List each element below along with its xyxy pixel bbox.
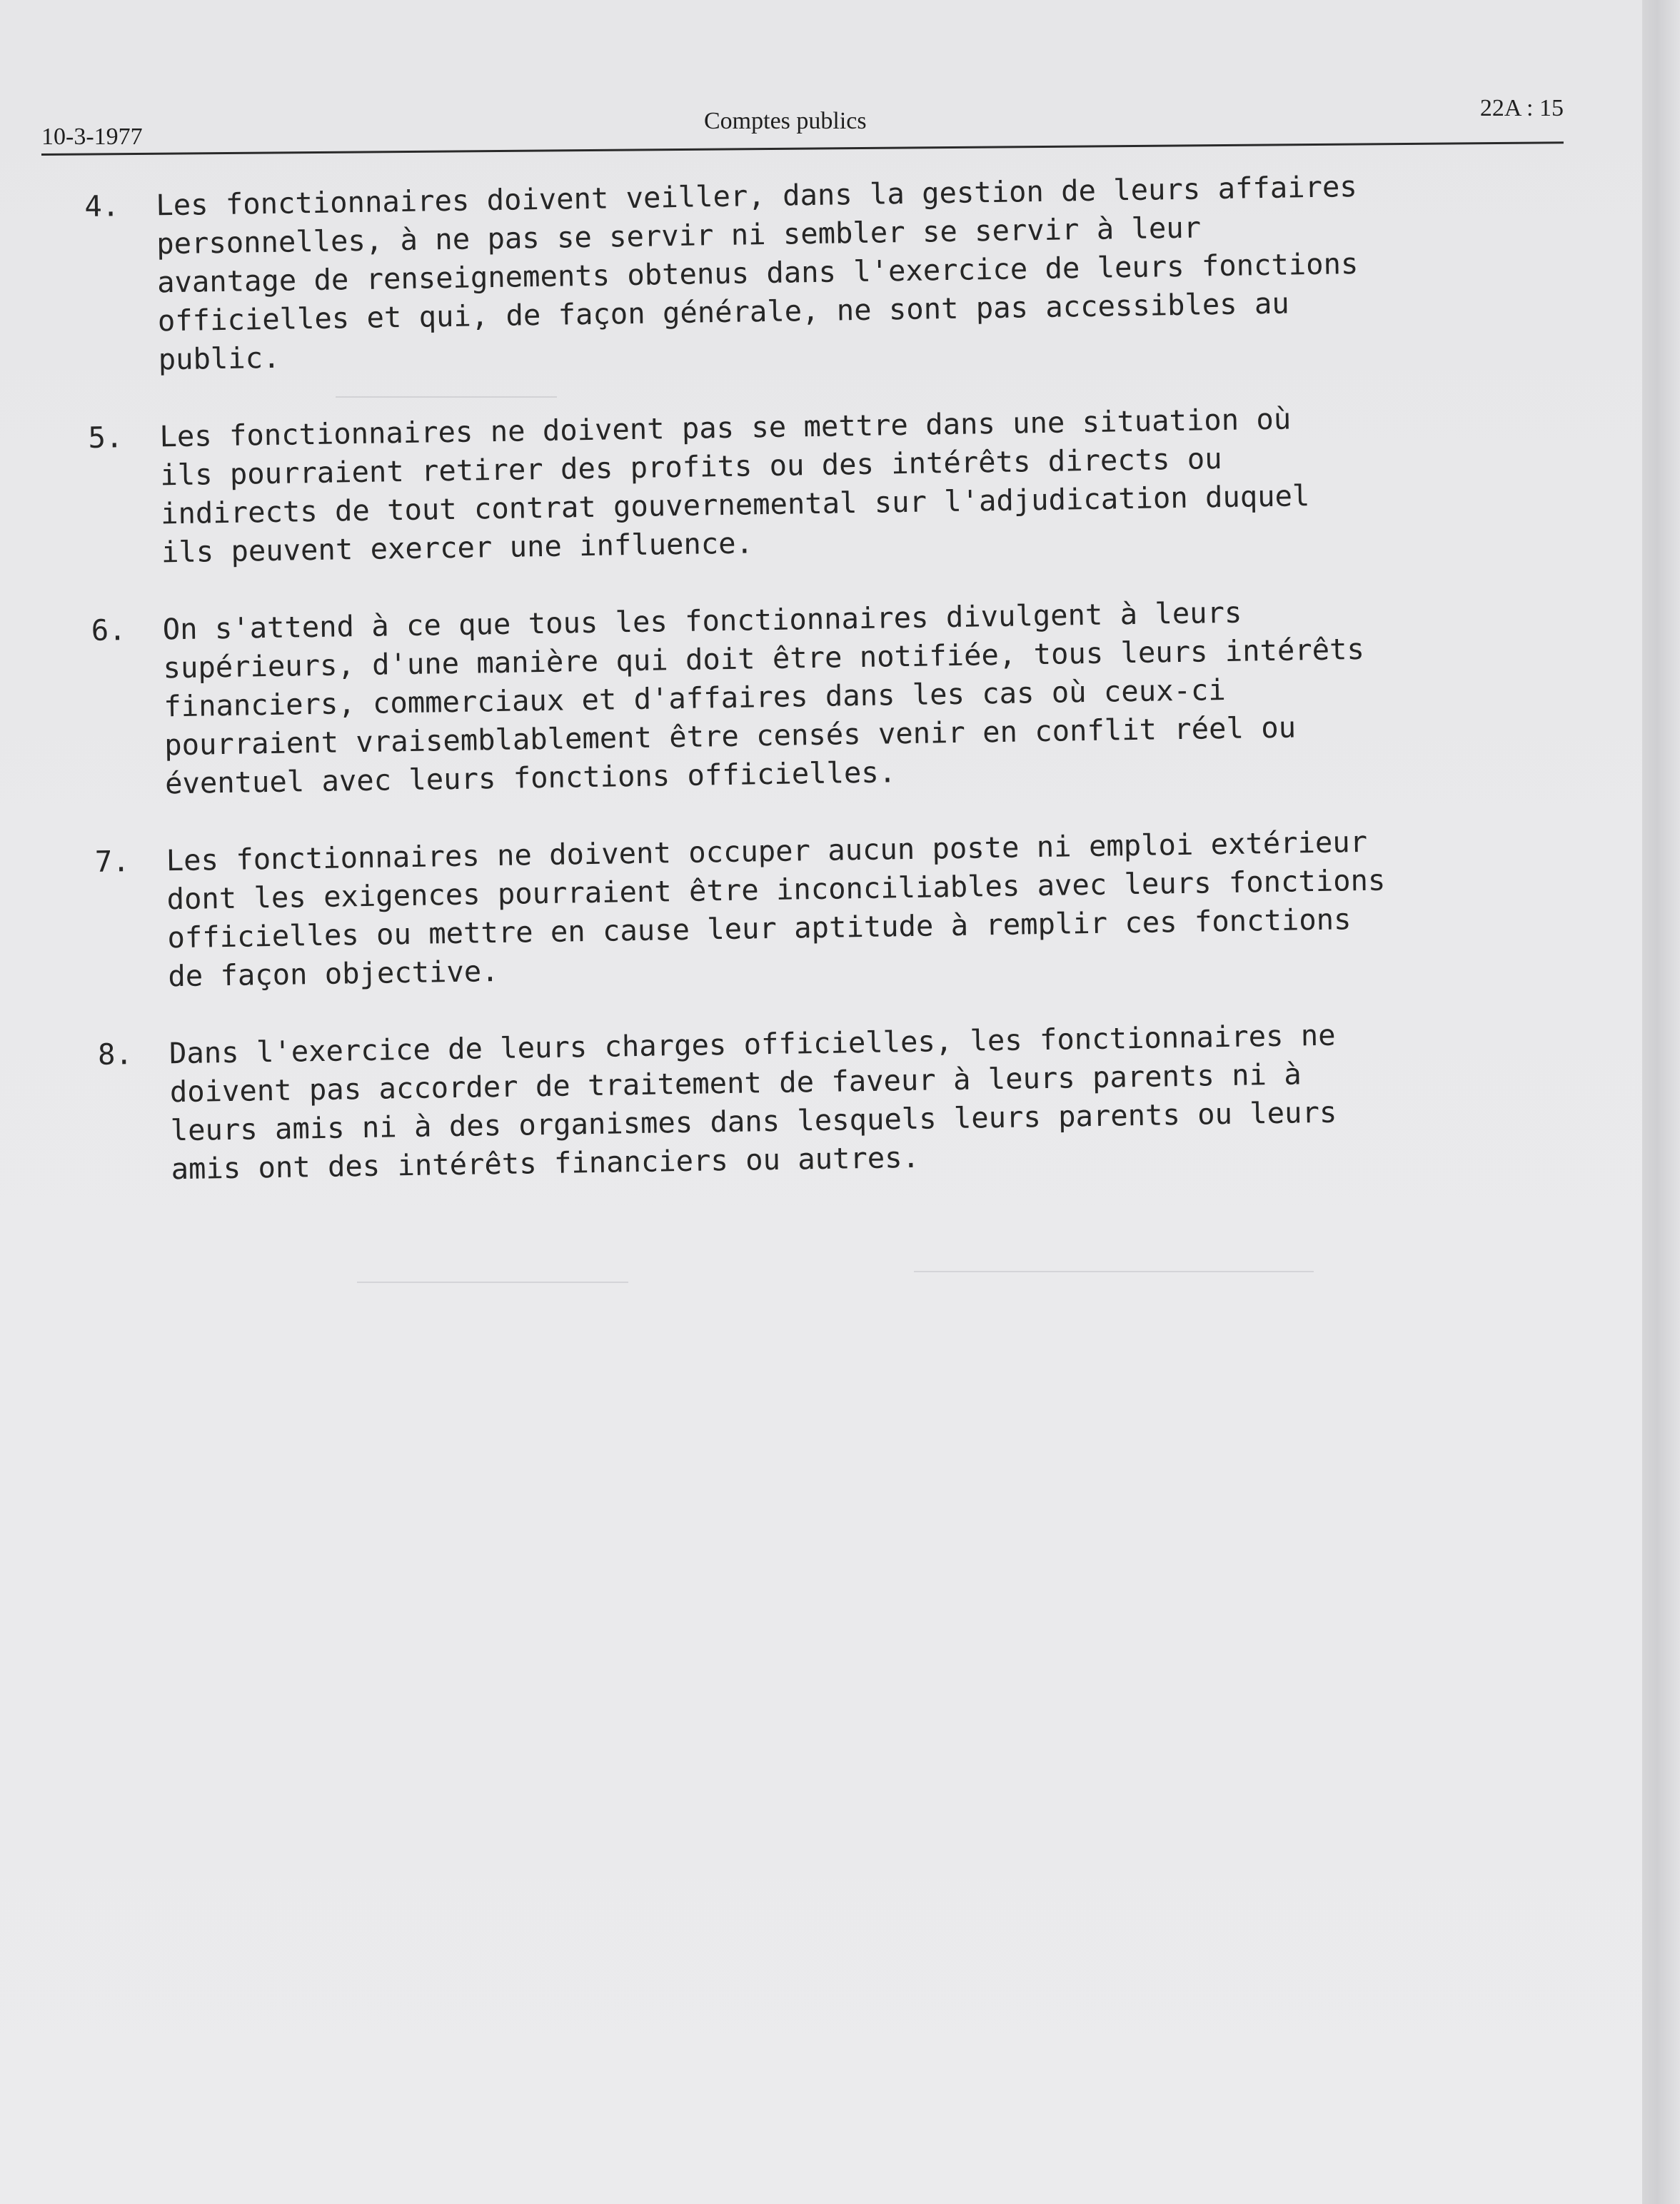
header-rule	[41, 141, 1564, 156]
text-line: éventuel avec leurs fonctions officielles.	[164, 755, 897, 801]
text-line: Dans l'exercice de leurs charges officielles, les fonctionnaires ne	[168, 1017, 1336, 1071]
text-line: officielles ou mettre en cause leur aptitude à remplir ces fonctions	[167, 902, 1352, 955]
text-line: Les fonctionnaires doivent veiller, dans la gestion de leurs affaires	[156, 169, 1358, 223]
text-line: Les fonctionnaires ne doivent occuper aucun poste ni emploi extérieur	[166, 824, 1368, 878]
text-line: avantage de renseignements obtenus dans l'exercice de leurs fonctions	[156, 246, 1359, 300]
page-header	[41, 89, 1564, 161]
header-date: 10-3-1977	[41, 124, 143, 150]
text-line: de façon objective.	[167, 954, 499, 994]
text-line: dont les exigences pourraient être inconciliables avec leurs fonctions	[166, 862, 1386, 917]
header-page-number: 22A : 15	[1479, 95, 1564, 121]
text-line: pourraient vraisemblablement être censés venir en conflit réel ou	[164, 710, 1297, 763]
scan-edge-shadow	[1642, 0, 1680, 2204]
paragraph-number: 8.	[97, 1037, 134, 1072]
text-line: Les fonctionnaires ne doivent pas se mettre dans une situation où	[159, 401, 1292, 454]
paragraph-text	[159, 396, 1532, 571]
text-line: ils pourraient retirer des profits ou des intérêts directs ou	[159, 441, 1222, 493]
paragraph-6	[91, 588, 1536, 804]
paragraph-text	[162, 588, 1536, 802]
text-line: personnelles, à ne pas se servir ni sembler se servir à leur	[156, 210, 1202, 261]
paragraph-text	[169, 1012, 1542, 1188]
paragraph-text	[156, 164, 1529, 378]
text-line: ils peuvent exercer une influence.	[161, 525, 754, 570]
bleed-through-rule	[914, 1271, 1314, 1272]
paragraph-number: 4.	[84, 188, 120, 223]
paragraph-number: 7.	[94, 844, 130, 879]
paragraph-8	[98, 1012, 1542, 1189]
text-line: On s'attend à ce que tous les fonctionnaires divulgent à leurs	[162, 595, 1242, 647]
paragraph-5	[88, 396, 1532, 573]
text-line: financiers, commerciaux et d'affaires dans les cas où ceux-ci	[164, 672, 1227, 724]
paragraph-number: 6.	[91, 613, 126, 648]
text-line: indirects de tout contrat gouvernemental sur l'adjudication duquel	[160, 478, 1310, 531]
text-line: public.	[158, 340, 281, 377]
bleed-through-rule	[357, 1282, 628, 1283]
text-line: doivent pas accorder de traitement de faveur à leurs parents ni à	[169, 1057, 1302, 1109]
text-line: leurs amis ni à des organismes dans lesquels leurs parents ou leurs	[170, 1095, 1337, 1148]
text-line: amis ont des intérêts financiers ou autres.	[171, 1139, 920, 1187]
paragraph-4	[84, 164, 1529, 380]
paragraph-7	[94, 820, 1539, 997]
paragraph-text	[166, 820, 1539, 995]
paragraph-number: 5.	[88, 420, 124, 455]
text-line: supérieurs, d'une manière qui doit être notifiée, tous leurs intérêts	[163, 631, 1365, 685]
header-title: Comptes publics	[704, 108, 867, 134]
text-line: officielles et qui, de façon générale, ne sont pas accessibles au	[157, 286, 1290, 338]
typewritten-body	[84, 164, 1543, 1228]
